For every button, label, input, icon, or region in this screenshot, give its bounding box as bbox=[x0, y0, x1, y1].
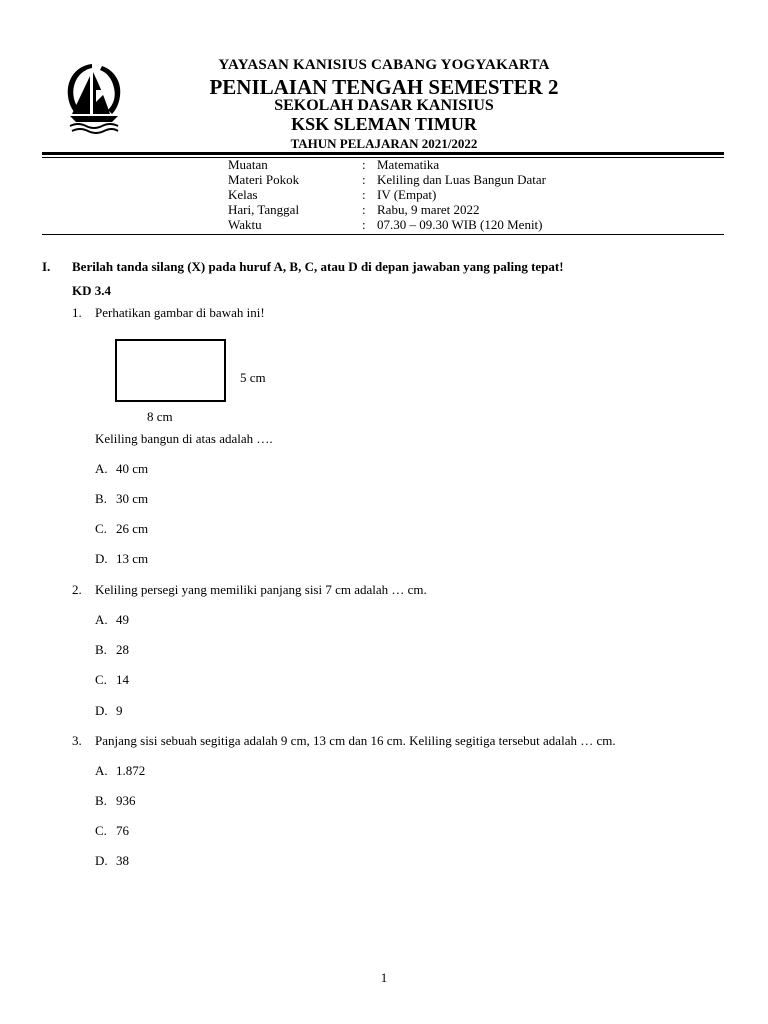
answer-option[interactable] bbox=[95, 853, 295, 869]
option-letter: B. bbox=[95, 642, 107, 657]
info-colon: : bbox=[362, 172, 366, 187]
question-prompt: Keliling bangun di atas adalah …. bbox=[95, 431, 273, 446]
school-branch: KSK SLEMAN TIMUR bbox=[291, 114, 477, 134]
question-number: 3. bbox=[72, 733, 82, 748]
section-instruction: Berilah tanda silang (X) pada huruf A, B, C, atau D di depan jawaban yang paling tepat! bbox=[72, 259, 564, 274]
info-divider bbox=[42, 234, 724, 235]
info-value: Matematika bbox=[377, 157, 440, 172]
option-text: 49 bbox=[116, 612, 129, 627]
option-text: 1.872 bbox=[116, 763, 146, 778]
option-text: 38 bbox=[116, 853, 129, 868]
option-text: 936 bbox=[116, 793, 136, 808]
header-divider-thick bbox=[42, 152, 724, 155]
answer-option[interactable] bbox=[95, 551, 295, 567]
figure-width-label: 8 cm bbox=[147, 409, 173, 424]
info-value: Keliling dan Luas Bangun Datar bbox=[377, 172, 546, 187]
school-name: SEKOLAH DASAR KANISIUS bbox=[274, 97, 494, 114]
page-number: 1 bbox=[380, 970, 388, 985]
info-label: Waktu bbox=[228, 217, 262, 232]
option-letter: D. bbox=[95, 551, 108, 566]
option-letter: C. bbox=[95, 672, 107, 687]
answer-option[interactable] bbox=[95, 703, 295, 719]
exam-title: PENILAIAN TENGAH SEMESTER 2 bbox=[209, 75, 559, 99]
info-label: Muatan bbox=[228, 157, 268, 172]
option-letter: B. bbox=[95, 491, 107, 506]
answer-option[interactable] bbox=[95, 491, 295, 507]
answer-option[interactable] bbox=[95, 461, 295, 477]
option-text: 40 cm bbox=[116, 461, 149, 476]
option-text: 9 bbox=[116, 703, 123, 718]
option-text: 76 bbox=[116, 823, 129, 838]
answer-option[interactable] bbox=[95, 823, 295, 839]
question-text: Keliling persegi yang memiliki panjang sisi 7 cm adalah … cm. bbox=[95, 582, 427, 597]
question-number: 1. bbox=[72, 305, 82, 320]
info-label: Kelas bbox=[228, 187, 258, 202]
info-colon: : bbox=[362, 202, 366, 217]
question-text: Panjang sisi sebuah segitiga adalah 9 cm, 13 cm dan 16 cm. Keliling segitiga tersebut adalah … cm. bbox=[95, 733, 616, 748]
info-colon: : bbox=[362, 217, 366, 232]
option-letter: D. bbox=[95, 853, 108, 868]
academic-year: TAHUN PELAJARAN 2021/2022 bbox=[290, 136, 478, 151]
option-text: 30 cm bbox=[116, 491, 149, 506]
figure-height-label: 5 cm bbox=[240, 370, 266, 385]
info-value: 07.30 – 09.30 WIB (120 Menit) bbox=[377, 217, 543, 232]
option-letter: A. bbox=[95, 461, 108, 476]
section-number: I. bbox=[42, 259, 51, 274]
question-number: 2. bbox=[72, 582, 82, 597]
option-text: 13 cm bbox=[116, 551, 149, 566]
option-letter: C. bbox=[95, 823, 107, 838]
answer-option[interactable] bbox=[95, 521, 295, 537]
option-letter: B. bbox=[95, 793, 107, 808]
option-text: 14 bbox=[116, 672, 129, 687]
answer-option[interactable] bbox=[95, 612, 295, 628]
rectangle-figure bbox=[115, 339, 226, 402]
option-letter: D. bbox=[95, 703, 108, 718]
question-text: Perhatikan gambar di bawah ini! bbox=[95, 305, 265, 320]
info-label: Hari, Tanggal bbox=[228, 202, 300, 217]
option-text: 28 bbox=[116, 642, 129, 657]
answer-option[interactable] bbox=[95, 763, 295, 779]
info-label: Materi Pokok bbox=[228, 172, 300, 187]
option-letter: A. bbox=[95, 612, 108, 627]
answer-option[interactable] bbox=[95, 672, 295, 688]
option-letter: C. bbox=[95, 521, 107, 536]
option-text: 26 cm bbox=[116, 521, 149, 536]
info-colon: : bbox=[362, 157, 366, 172]
info-value: Rabu, 9 maret 2022 bbox=[377, 202, 480, 217]
organization-name: YAYASAN KANISIUS CABANG YOGYAKARTA bbox=[218, 57, 550, 73]
info-value: IV (Empat) bbox=[377, 187, 437, 202]
answer-option[interactable] bbox=[95, 642, 295, 658]
option-letter: A. bbox=[95, 763, 108, 778]
info-colon: : bbox=[362, 187, 366, 202]
competency-code: KD 3.4 bbox=[72, 283, 111, 298]
answer-option[interactable] bbox=[95, 793, 295, 809]
